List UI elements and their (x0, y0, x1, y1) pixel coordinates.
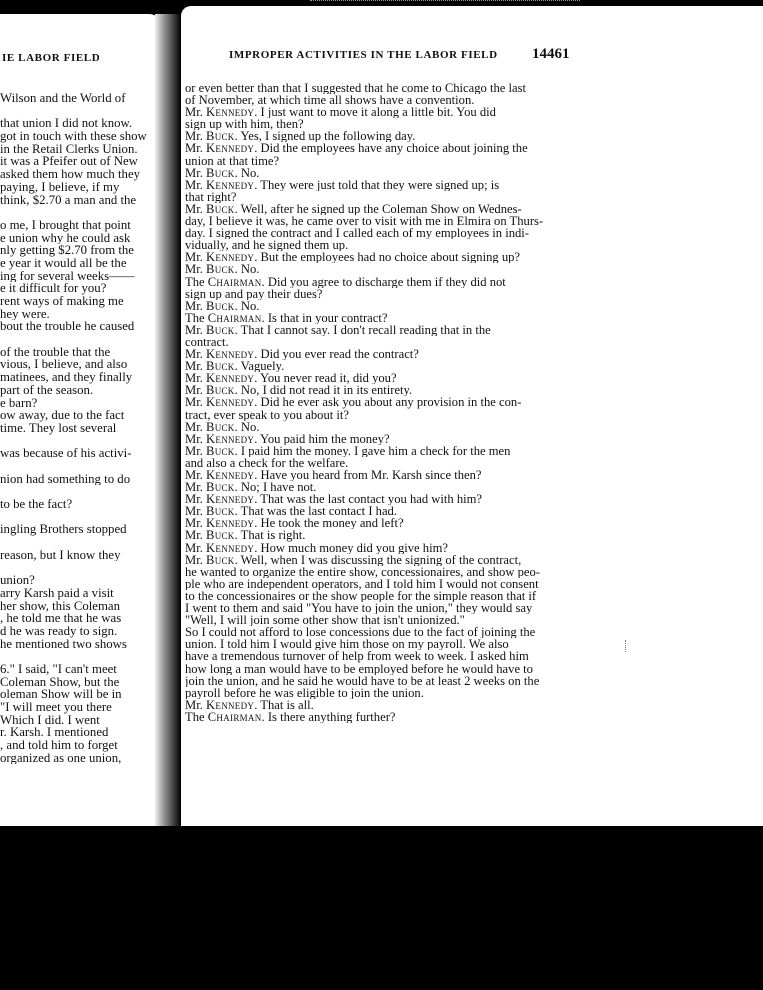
left-text-line: paying, I believe, if my (0, 180, 120, 194)
left-text-line: bout the trouble he caused (0, 320, 135, 334)
speaker-name: Kennedy (206, 348, 255, 361)
left-text-line: that union I did not know. (0, 117, 133, 131)
right-text-line: of November, at which time all shows have a convention. (185, 94, 475, 107)
right-text-line: or even better than that I suggested that he come to Chicago the last (185, 82, 526, 95)
right-text-line: Mr. Kennedy. You never read it, did you? (185, 372, 397, 385)
right-text-line: union. I told him I would give him those on my payroll. We also (185, 638, 509, 651)
left-text-line: reason, but I know they (0, 548, 121, 562)
left-text-line: matinees, and they finally (0, 371, 133, 384)
right-text-line: how long a man would have to be employed before he would have to (185, 662, 533, 675)
right-text-line: vidually, and he signed them up. (185, 239, 349, 252)
right-text-line: Mr. Kennedy. Have you heard from Mr. Karsh since then? (185, 469, 482, 482)
left-text-line: , and told him to forget (0, 739, 118, 752)
left-text-line: e it difficult for you? (0, 282, 107, 295)
book-gutter (155, 14, 181, 826)
left-text-line: time. They lost several (0, 421, 117, 435)
right-text-line: The Chairman. Is that in your contract? (185, 311, 388, 324)
right-text-line: Mr. Kennedy. They were just told that they were signed up; is (185, 178, 500, 191)
right-text-line: ple who are independent operators, and I told him I would not consent (185, 577, 539, 590)
left-text-line (0, 105, 158, 118)
speaker-name: Buck (206, 553, 235, 566)
right-text-line: union at that time? (185, 154, 280, 167)
speaker-name: Buck (206, 384, 235, 397)
right-running-head: IMPROPER ACTIVITIES IN THE LABOR FIELD (229, 49, 498, 61)
left-text-line: got in touch with these show (0, 130, 147, 143)
left-text-line: in the Retail Clerks Union. (0, 142, 138, 156)
left-text-line: union? (0, 574, 35, 587)
right-text-line: Mr. Kennedy. How much money did you give him? (185, 541, 448, 554)
right-text-line: payroll before he was eligible to join the union. (185, 686, 424, 699)
left-text-line: 6." I said, "I can't meet (0, 662, 117, 676)
left-text-line: e year it would all be the (0, 256, 127, 270)
speaker-name: Buck (206, 263, 235, 276)
left-text-line: arry Karsh paid a visit (0, 586, 114, 600)
left-text-line: asked them how much they (0, 168, 141, 181)
left-text-line (0, 485, 158, 498)
left-text-line: e barn? (0, 396, 38, 410)
left-text-line: "I will meet you there (0, 701, 112, 714)
right-text-line: Mr. Kennedy. That is all. (185, 698, 314, 711)
left-text-line: ow away, due to the fact (0, 409, 125, 422)
page-number: 14461 (532, 46, 570, 62)
speaker-name: Kennedy (206, 396, 255, 409)
speaker-name: Buck (206, 299, 235, 312)
left-text-line: was because of his activi- (0, 447, 132, 460)
right-text-line: tract, ever speak to you about it? (185, 408, 350, 421)
left-text-line: e union why he could ask (0, 231, 131, 245)
margin-mark (625, 640, 628, 652)
right-text-line: join the union, and he said he would have to be at least 2 weeks on the (185, 674, 540, 687)
left-text-line: Which I did. I went (0, 713, 100, 727)
left-text-line: vious, I believe, and also (0, 358, 128, 372)
left-page (0, 14, 163, 826)
left-text-line (0, 511, 158, 524)
speaker-name: Kennedy (206, 178, 255, 191)
left-text-line: her show, this Coleman (0, 599, 121, 613)
speaker-name: Buck (206, 323, 235, 336)
left-text-line: of the trouble that the (0, 345, 111, 359)
right-text-line: Mr. Buck. That is right. (185, 529, 306, 542)
right-text-line: Mr. Buck. No. (185, 166, 260, 179)
speaker-name: Kennedy (206, 142, 255, 155)
left-text-line (0, 206, 158, 219)
left-text-line: part of the season. (0, 383, 94, 397)
right-text-line: Mr. Buck. I paid him the money. I gave him a check for the men (185, 444, 511, 457)
left-text-column (0, 92, 158, 764)
left-text-line: Coleman Show, but the (0, 675, 120, 689)
speaker-name: Buck (206, 420, 235, 433)
scan-edge-dots (310, 0, 580, 3)
left-running-head: IE LABOR FIELD (2, 52, 101, 64)
right-text-line: I went to them and said "You have to join the union," they would say (185, 602, 533, 615)
right-text-line: to the concessionaires or the show people for the simple reason that if (185, 589, 537, 603)
left-text-line (0, 650, 158, 663)
right-text-column (185, 82, 573, 723)
speaker-name: Kennedy (206, 541, 255, 554)
speaker-name: Buck (206, 444, 235, 457)
right-text-line: have a tremendous turnover of help from week to week. I asked him (185, 650, 529, 663)
left-text-line (0, 435, 158, 448)
right-text-line: Mr. Kennedy. I just want to move it along a little bit. You did (185, 106, 496, 119)
right-text-line: day. I signed the contract and I called each of my employees in indi- (185, 227, 529, 240)
right-text-line: Mr. Kennedy. But the employees had no choice about signing up? (185, 251, 521, 264)
right-text-line: Mr. Kennedy. He took the money and left? (185, 517, 404, 530)
right-text-line: Mr. Buck. Vaguely. (185, 360, 285, 373)
left-text-line: ing for several weeks—— (0, 269, 135, 283)
right-text-line: Mr. Buck. Well, after he signed up the Coleman Show on Wednes- (185, 202, 522, 216)
left-text-line (0, 561, 158, 574)
left-text-line: hey were. (0, 307, 50, 321)
speaker-name: Buck (206, 505, 235, 518)
speaker-name: Kennedy (206, 251, 255, 264)
left-text-line: Wilson and the World of (0, 92, 126, 105)
left-text-line: to be the fact? (0, 498, 73, 511)
left-text-line: organized as one union, (0, 751, 122, 765)
speaker-name: Kennedy (206, 432, 255, 445)
right-text-line: Mr. Buck. No. (185, 263, 260, 276)
right-text-line: and also a check for the welfare. (185, 456, 349, 469)
right-text-line: "Well, I will join some other show that isn't unionized." (185, 614, 465, 627)
speaker-name: Kennedy (206, 493, 255, 506)
speaker-name: Kennedy (206, 372, 255, 385)
speaker-name: Chairman (207, 311, 262, 324)
right-text-line: Mr. Kennedy. You paid him the money? (185, 432, 390, 445)
speaker-name: Buck (206, 202, 235, 216)
speaker-name: Buck (206, 529, 235, 542)
speaker-name: Kennedy (206, 698, 255, 711)
left-text-line: oleman Show will be in (0, 688, 122, 701)
speaker-name: Kennedy (206, 469, 255, 482)
right-text-line: Mr. Kennedy. That was the last contact you had with him? (185, 493, 483, 506)
left-text-line: d he was ready to sign. (0, 624, 118, 638)
right-text-line: The Chairman. Is there anything further? (185, 710, 396, 723)
left-text-line: , he told me that he was (0, 612, 122, 625)
right-text-line: So I could not afford to lose concessions due to the fact of joining the (185, 626, 536, 639)
right-text-line: Mr. Kennedy. Did he ever ask you about any provision in the con- (185, 396, 522, 409)
speaker-name: Kennedy (206, 517, 255, 530)
right-text-line: Mr. Buck. That was the last contact I had. (185, 505, 397, 518)
speaker-name: Chairman (207, 710, 262, 723)
right-text-line: Mr. Buck. No; I have not. (185, 481, 317, 494)
right-text-line: sign up with him, then? (185, 118, 304, 131)
right-text-line: he wanted to organize the entire show, concessionaires, and show peo- (185, 565, 540, 578)
left-text-line: ingling Brothers stopped (0, 523, 127, 537)
speaker-name: Kennedy (206, 106, 255, 119)
speaker-name: Chairman (207, 275, 262, 288)
speaker-name: Buck (206, 481, 235, 494)
right-text-line: Mr. Buck. No. (185, 299, 260, 312)
speaker-name: Buck (206, 360, 235, 373)
right-text-line: The Chairman. Did you agree to discharge them if they did not (185, 275, 506, 288)
left-text-line (0, 536, 158, 549)
right-text-line: sign up and pay their dues? (185, 287, 323, 300)
speaker-name: Buck (206, 130, 235, 143)
left-text-line: o me, I brought that point (0, 218, 131, 232)
left-text-line: r. Karsh. I mentioned (0, 726, 109, 740)
right-text-line: Mr. Buck. Yes, I signed up the following day. (185, 130, 416, 143)
right-text-line: Mr. Buck. No, I did not read it in its entirety. (185, 384, 413, 397)
right-text-line: Mr. Buck. Well, when I was discussing the signing of the contract, (185, 553, 522, 566)
right-text-line: Mr. Kennedy. Did the employees have any choice about joining the (185, 142, 528, 155)
left-text-line: think, $2.70 a man and the (0, 193, 137, 207)
left-text-line (0, 460, 158, 473)
right-text-line: Mr. Buck. No. (185, 420, 260, 433)
right-text-line: day, I believe it was, he came over to visit with me in Elmira on Thurs- (185, 215, 544, 228)
speaker-name: Buck (206, 166, 235, 179)
right-text-line: that right? (185, 190, 237, 203)
right-page (181, 6, 763, 826)
left-text-line (0, 333, 158, 346)
left-text-line: it was a Pfeifer out of New (0, 155, 138, 169)
left-text-line: he mentioned two shows (0, 637, 127, 651)
right-text-line: contract. (185, 335, 229, 349)
left-text-line: nly getting $2.70 from the (0, 244, 134, 257)
right-text-line: Mr. Buck. That I cannot say. I don't recall reading that in the (185, 323, 491, 336)
right-text-line: Mr. Kennedy. Did you ever read the contract? (185, 348, 419, 361)
left-text-line: nion had something to do (0, 472, 131, 486)
left-text-line: rent ways of making me (0, 295, 124, 308)
